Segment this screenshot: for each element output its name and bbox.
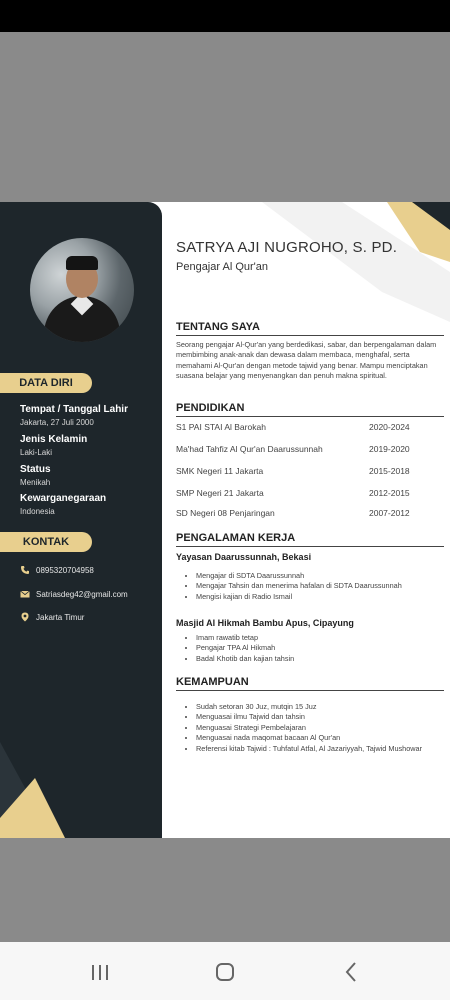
education-divider [176, 416, 444, 417]
list-item: • Imam rawatib tetap [196, 633, 450, 643]
about-divider [176, 335, 444, 336]
education-years: 2020-2024 [369, 422, 410, 432]
phone-number: 0895320704958 [36, 565, 94, 575]
list-item: • Mengajar di SDTA Daarussunnah [196, 571, 450, 581]
profile-photo [30, 238, 134, 342]
field-label-status: Status [20, 464, 51, 475]
field-value-nationality: Indonesia [20, 507, 55, 516]
education-school: SD Negeri 08 Penjaringan [176, 508, 275, 518]
home-icon [207, 954, 243, 990]
education-row [176, 488, 416, 498]
list-item: • Menguasai Strategi Pembelajaran [196, 723, 450, 733]
system-nav-bar [0, 942, 450, 1000]
phone-icon [20, 565, 30, 575]
education-years: 2007-2012 [369, 508, 410, 518]
contact-location [20, 612, 84, 622]
image-viewer[interactable] [0, 32, 450, 942]
recents-button[interactable] [82, 954, 118, 990]
list-item: • Mengajar Tahsin dan menerima hafalan di SDTA Daarussunnah [196, 581, 450, 591]
email-address: Satriasdeg42@gmail.com [36, 589, 128, 599]
location-text: Jakarta Timur [36, 612, 85, 622]
education-school: SMP Negeri 21 Jakarta [176, 488, 264, 498]
sidebar-corner-shapes [0, 722, 162, 838]
job-title: Yayasan Daarussunnah, Bekasi [176, 552, 312, 562]
education-row [176, 422, 416, 432]
job-duties [176, 571, 450, 602]
recents-icon [82, 954, 118, 990]
field-label-gender: Jenis Kelamin [20, 434, 88, 445]
about-heading: TENTANG SAYA [176, 321, 260, 333]
experience-divider [176, 546, 444, 547]
back-icon [334, 954, 370, 990]
person-role: Pengajar Al Qur'an [176, 261, 268, 273]
list-item: • Pengajar TPA Al Hikmah [196, 643, 450, 653]
field-value-gender: Laki-Laki [20, 448, 53, 457]
contact-email [20, 589, 128, 599]
back-button[interactable] [334, 954, 370, 990]
list-item: • Referensi kitab Tajwid : Tuhfatul Atfal, Al Jazariyyah, Tajwid Mushowar [196, 744, 450, 754]
education-years: 2019-2020 [369, 444, 410, 454]
education-row [176, 508, 416, 518]
skills-divider [176, 690, 444, 691]
person-name: SATRYA AJI NUGROHO, S. PD. [176, 239, 398, 256]
education-school: Ma'had Tahfiz Al Qur'an Daarussunnah [176, 444, 323, 454]
field-value-status: Menikah [20, 478, 51, 487]
list-item: • Menguasai nada maqomat bacaan Al Qur'an [196, 733, 450, 743]
list-item: • Menguasai ilmu Tajwid dan tahsin [196, 712, 450, 722]
home-button[interactable] [207, 954, 243, 990]
list-item: • Mengisi kajian di Radio Ismail [196, 592, 450, 602]
location-pin-icon [20, 612, 30, 622]
status-bar [0, 0, 450, 32]
kontak-heading: KONTAK [0, 532, 92, 552]
job-title: Masjid Al Hikmah Bambu Apus, Cipayung [176, 618, 354, 628]
field-label-birth: Tempat / Tanggal Lahir [20, 404, 128, 415]
education-years: 2012-2015 [369, 488, 410, 498]
about-text: Seorang pengajar Al-Qur'an yang berdedikasi, sabar, dan berpengalaman dalam membimbing anak-anak dan dewasa dalam membaca, menghafal, serta memahami Al-Qur'an dengan metode tajwid yang benar. Mampu menciptakan suasana belajar yang menyenangkan dan penuh makna spiritual. [176, 340, 437, 381]
job-duties [176, 633, 450, 664]
field-label-nationality: Kewarganegaraan [20, 493, 107, 504]
skills-heading: KEMAMPUAN [176, 676, 249, 688]
education-school: S1 PAI STAI Al Barokah [176, 422, 266, 432]
mail-icon [20, 589, 30, 599]
education-heading: PENDIDIKAN [176, 402, 245, 414]
data-diri-heading: DATA DIRI [0, 373, 92, 393]
contact-phone [20, 565, 94, 575]
field-value-birth: Jakarta, 27 Juli 2000 [20, 418, 94, 427]
education-school: SMK Negeri 11 Jakarta [176, 466, 264, 476]
education-years: 2015-2018 [369, 466, 410, 476]
education-row [176, 466, 416, 476]
cv-document [0, 202, 450, 838]
list-item: • Sudah setoran 30 Juz, mutqin 15 Juz [196, 702, 450, 712]
sidebar [0, 202, 162, 838]
skills-list [176, 702, 450, 754]
list-item: • Badal Khotib dan kajian tahsin [196, 654, 450, 664]
experience-heading: PENGALAMAN KERJA [176, 532, 296, 544]
education-row [176, 444, 416, 454]
